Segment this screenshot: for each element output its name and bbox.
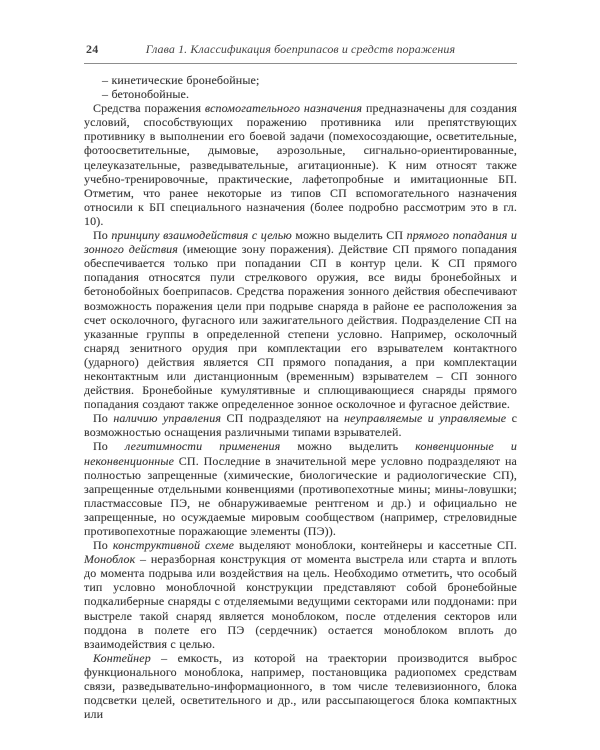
text-run: можно выделить СП [291, 228, 407, 243]
paragraph [84, 439, 517, 538]
text-run-italic: прямого попадания и зонного действия [84, 228, 518, 257]
text-run: – кинетические бронебойные; [102, 73, 260, 87]
header-rule [84, 63, 517, 64]
text-run: Средства поражения [93, 101, 205, 116]
text-run-italic: вспомогательного назначения [204, 101, 363, 116]
text-run: можно выделить [280, 439, 416, 454]
page-number: 24 [86, 42, 99, 56]
text-run: предназначены для создания условий, способствующих поражению противника или препятствующих противнику в выполнении его боевой задачи (помехосоздающие, осветительные, фотоосветительные, дымовые, аэрозольные, сигнально-ориентированные, целеуказательные, разведывательные, агитационные). К ним относят также учебно-тренировочные, практические, лафетопробные и имитационные БП. Отметим, что ранее некоторые из типов СП вспомогательного назначения относили к БП специального назначения (более подробно рассмотрим это в гл. 10). [84, 101, 517, 228]
page-body [84, 73, 517, 721]
paragraph [84, 411, 517, 439]
paragraph [84, 101, 517, 228]
list-item [84, 87, 517, 101]
text-run: СП подразделяют на [221, 411, 345, 426]
paragraph [84, 651, 517, 721]
text-run-italic: конвенционные и неконвенционные [84, 439, 517, 468]
text-run: По [93, 228, 112, 243]
text-run: – неразборная конструкция от момента выстрела или старта и вплоть до момента подрыва или воздействия на цель. Необходимо отметить, что особый тип условно моноблочной конструкции представляют собой бронебойные подкалиберные снаряды с отделяемыми ведущими секторами или поддонами: при выстреле такой снаряд является моноблоком, после отделения секторов или поддона в полете его ПЭ (сердечник) остается моноблоком вплоть до взаимодействия с целью. [84, 552, 517, 651]
text-run: По [93, 439, 125, 454]
paragraph [84, 538, 517, 651]
text-run-italic: конструктивной схеме [112, 538, 235, 553]
paragraph [84, 228, 517, 411]
text-run-italic: наличию управления [113, 411, 222, 426]
text-run: выделяют моноблоки, контейнеры и кассетные СП. [234, 538, 517, 553]
text-run: По [93, 411, 114, 426]
text-run-italic: принципу взаимодействия с целью [111, 228, 292, 243]
text-run-italic: Моноблок [84, 552, 136, 567]
running-header [84, 42, 517, 57]
page-content [84, 42, 517, 721]
list-item [84, 73, 517, 87]
text-run: с возможностью оснащения различными типами взрывателей. [84, 411, 518, 440]
text-run-italic: неуправляемые и управляемые [344, 411, 507, 426]
text-run-italic: Контейнер [93, 650, 151, 665]
text-run-italic: легитимности применения [124, 439, 281, 454]
text-run: – емкость, из которой на траектории производится выброс функционального моноблока, например, постановщика радиопомех средствам связи, разведывательно-информационного, в том числе телевизионного, блока подсветки целей, осветительного и др., или рассыпающегося блока компактных или [84, 650, 517, 722]
text-run: СП. Последние в значительной мере условно подразделяют на полностью запрещенные (химические, биологические и радиологические СП), запрещенные отдельными конвенциями (противопехотные мины; мины-ловушки; пластмассовые ПЭ, не обнаруживаемые рентгеном и др.) и официально не запрещенные, но осуждаемые мировым сообществом (например, стреловидные противопехотные поражающие элементы (ПЭ)). [84, 453, 517, 538]
text-run: (имеющие зону поражения). Действие СП прямого попадания обеспечивается только при попадании СП в контур цели. К СП прямого попадания относятся пули стрелкового оружия, все виды бронебойных и бетонобойных боеприпасов. Средства поражения зонного действия обеспечивают возможность поражения цели при подрыве снаряда в районе ее расположения за счет осколочного, фугасного или зажигательного действия. Подразделение СП на указанные группы в определенной степени условно. Например, осколочный снаряд зенитного орудия при комплектации его взрывателем контактного (ударного) действия является СП прямого попадания, а при комплектации неконтактным или дистанционным (временным) взрывателем – СП зонного действия. Бронебойные кумулятивные и сплющивающиеся снаряды прямого попадания создают также определенное зонное осколочное и фугасное действие. [84, 242, 517, 412]
chapter-running-title: Глава 1. Классификация боеприпасов и средств поражения [145, 42, 456, 56]
text-run: – бетонобойные. [102, 87, 190, 102]
text-run: По [93, 538, 113, 553]
